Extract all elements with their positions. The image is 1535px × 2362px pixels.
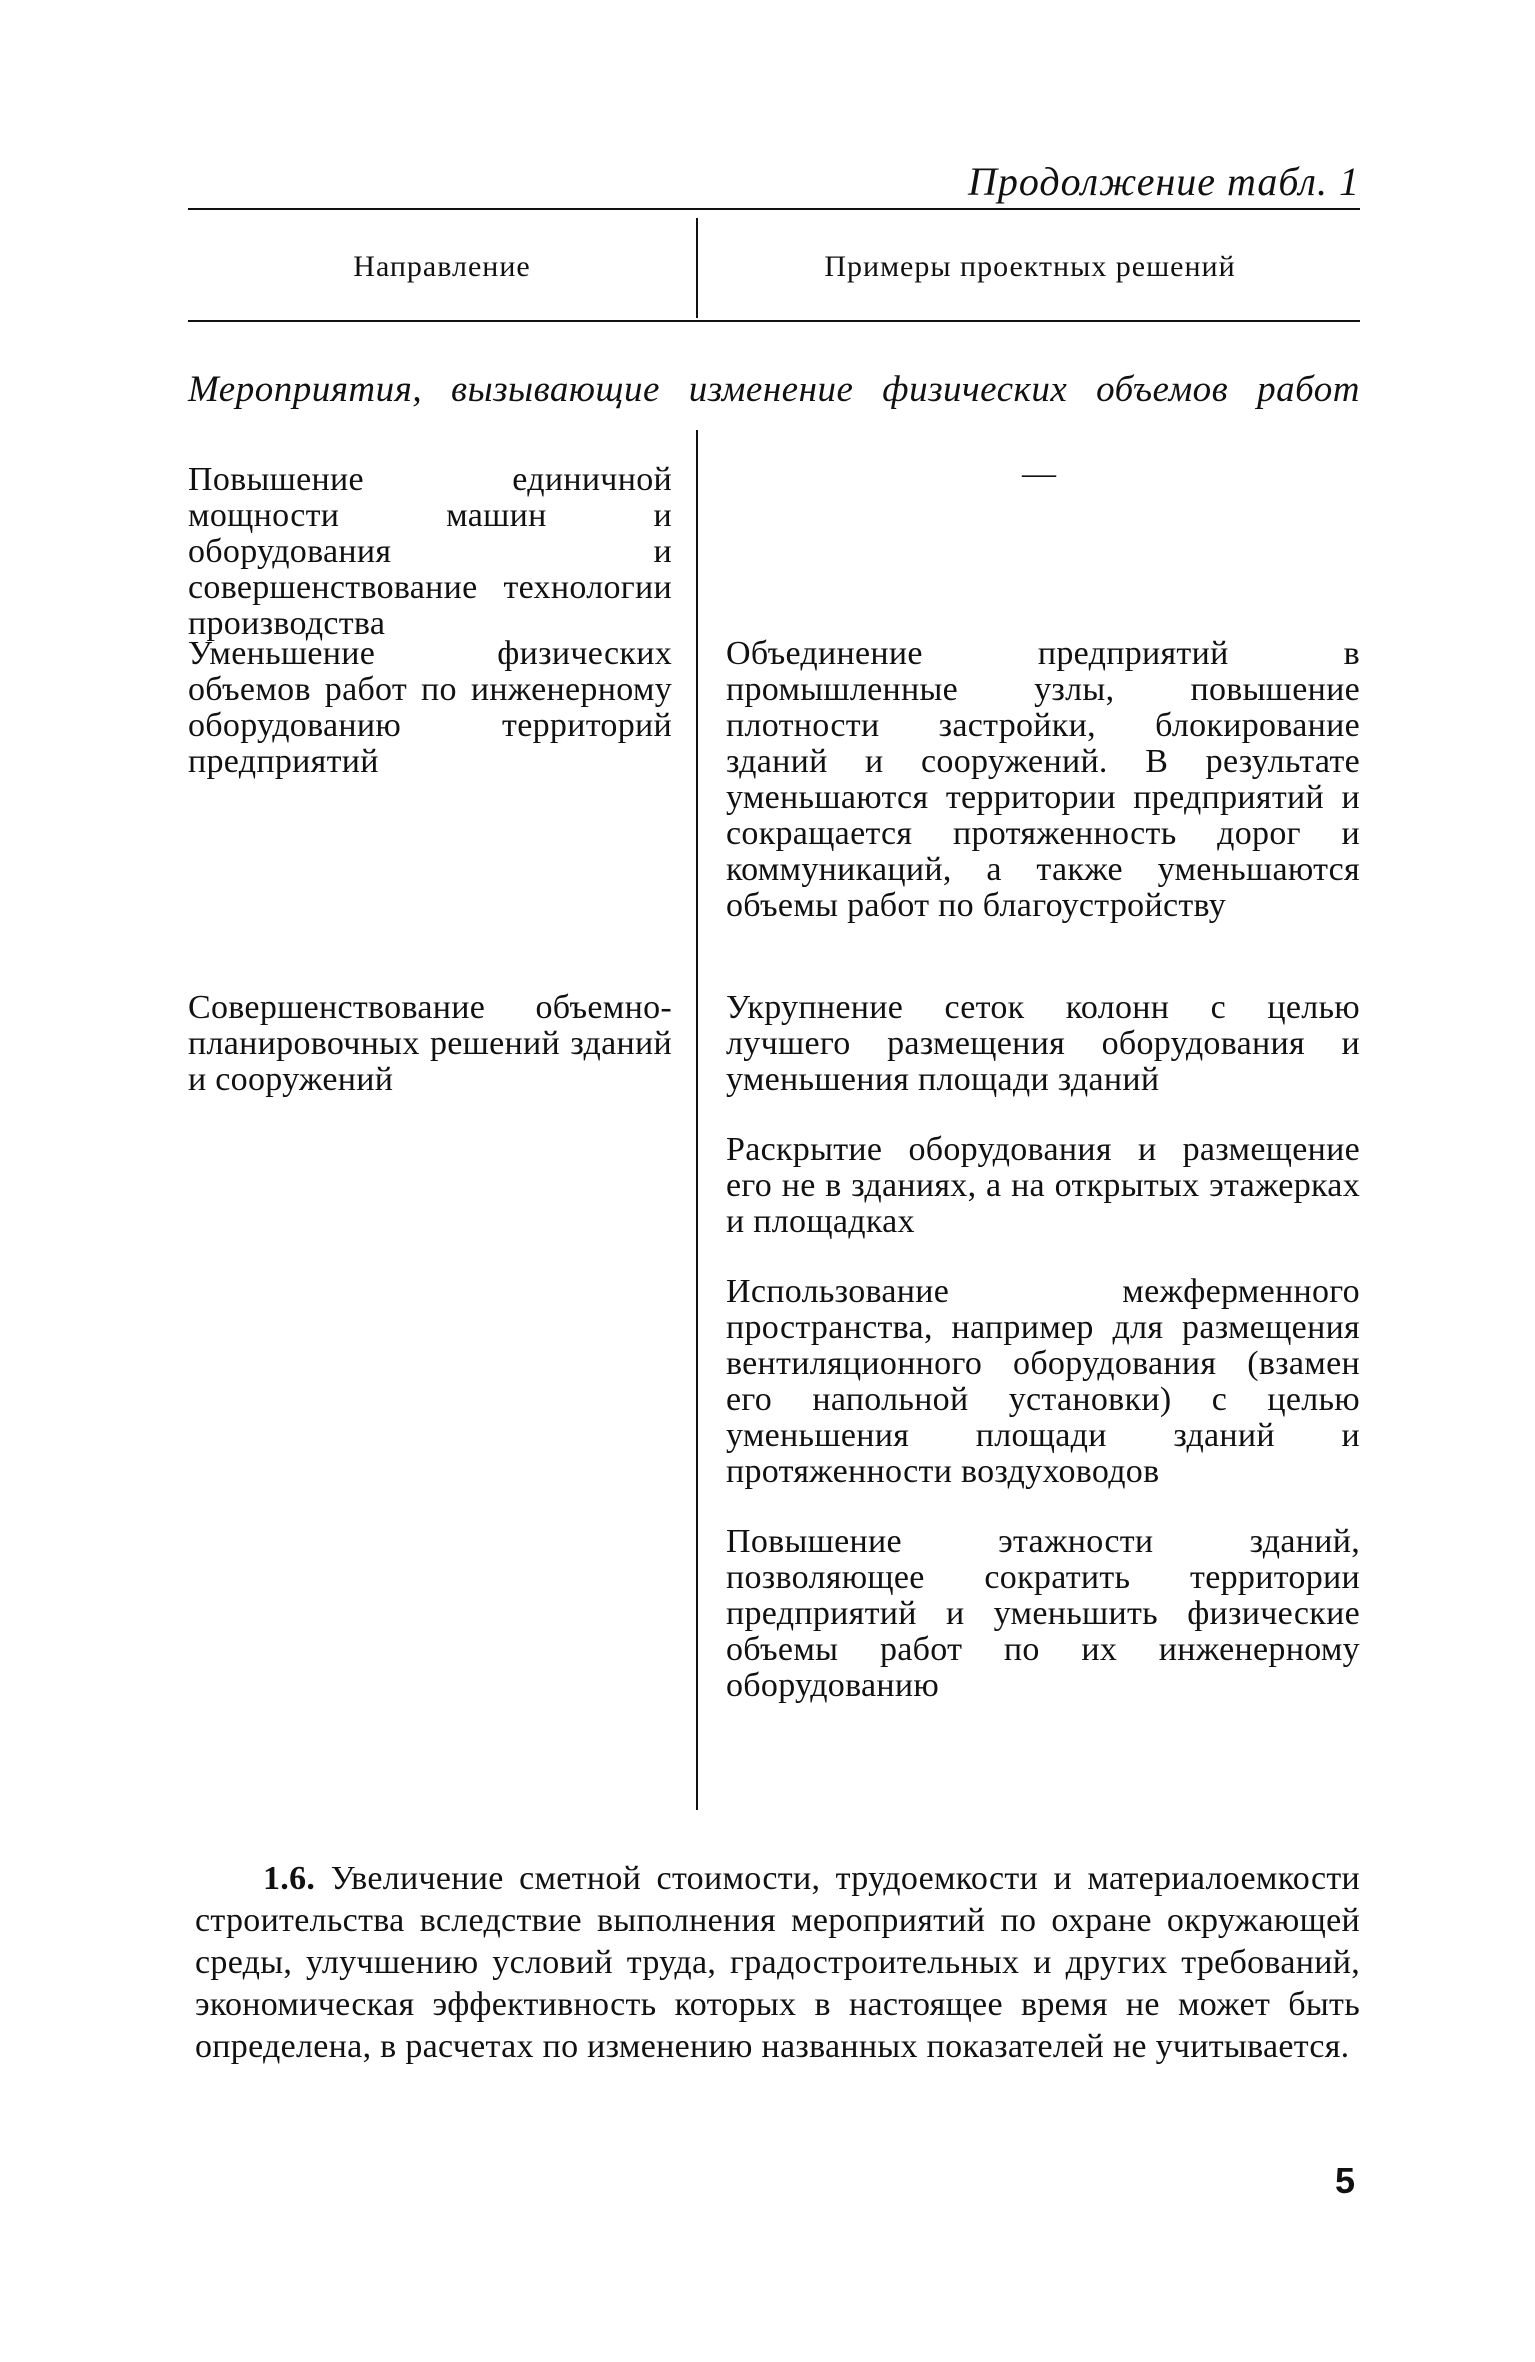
table-row-3-direction: Совершенствование объемно-планировочных решений зданий и сооружений — [188, 989, 672, 1098]
table-row-1-example-1: — — [1022, 455, 1056, 492]
table-row-2-direction: Уменьшение физических объемов работ по инженерному оборудованию территорий предприятий — [188, 635, 672, 780]
table-row-3-example-2: Раскрытие оборудования и размещение его не в зданиях, а на открытых этажерках и площадках — [726, 1131, 1360, 1240]
page-number: 5 — [1334, 2160, 1355, 2201]
table-header-divider — [696, 218, 698, 318]
table-header-examples: Примеры проектных решений — [824, 250, 1236, 283]
body-paragraph — [195, 1858, 1360, 2068]
paragraph-number: 1.6. — [263, 1860, 316, 1897]
table-header-direction: Направление — [353, 250, 531, 283]
table-top-rule — [188, 208, 1360, 210]
table-row-3-example-4: Повышение этажности зданий, позволяющее сократить территории предприятий и уменьшить физические объемы работ по их инженерному оборудованию — [726, 1523, 1360, 1704]
table-section-title: Мероприятия, вызывающие изменение физических объемов работ — [188, 369, 1360, 410]
table-header-rule — [188, 320, 1360, 322]
table-column-divider — [696, 430, 698, 1810]
paragraph-text: Увеличение сметной стоимости, трудоемкости и материалоемкости строительства вследствие выполнения мероприятий по охране окружающей среды, улучшению условий труда, градостроительных и других требований, экономическая эффективность которых в настоящее время не может быть определена, в расчетах по изменению названных показателей не учитывается. — [195, 1860, 1361, 2065]
table-continuation-label: Продолжение табл. 1 — [967, 159, 1360, 204]
table-row-3-example-3: Использование межферменного пространства, например для размещения вентиляционного оборудования (взамен его напольной установки) с целью уменьшения площади зданий и протяженности воздуховодов — [726, 1273, 1360, 1490]
table-row-3-example-1: Укрупнение сеток колонн с целью лучшего размещения оборудования и уменьшения площади зданий — [726, 989, 1360, 1098]
table-row-2-example-1: Объединение предприятий в промышленные узлы, повышение плотности застройки, блокирование зданий и сооружений. В результате уменьшаются территории предприятий и сокращается протяженность дорог и коммуникаций, а также уменьшаются объемы работ по благоустройству — [726, 635, 1360, 924]
table-row-1-direction: Повышение единичной мощности машин и оборудования и совершенствование технологии производства — [188, 461, 672, 642]
